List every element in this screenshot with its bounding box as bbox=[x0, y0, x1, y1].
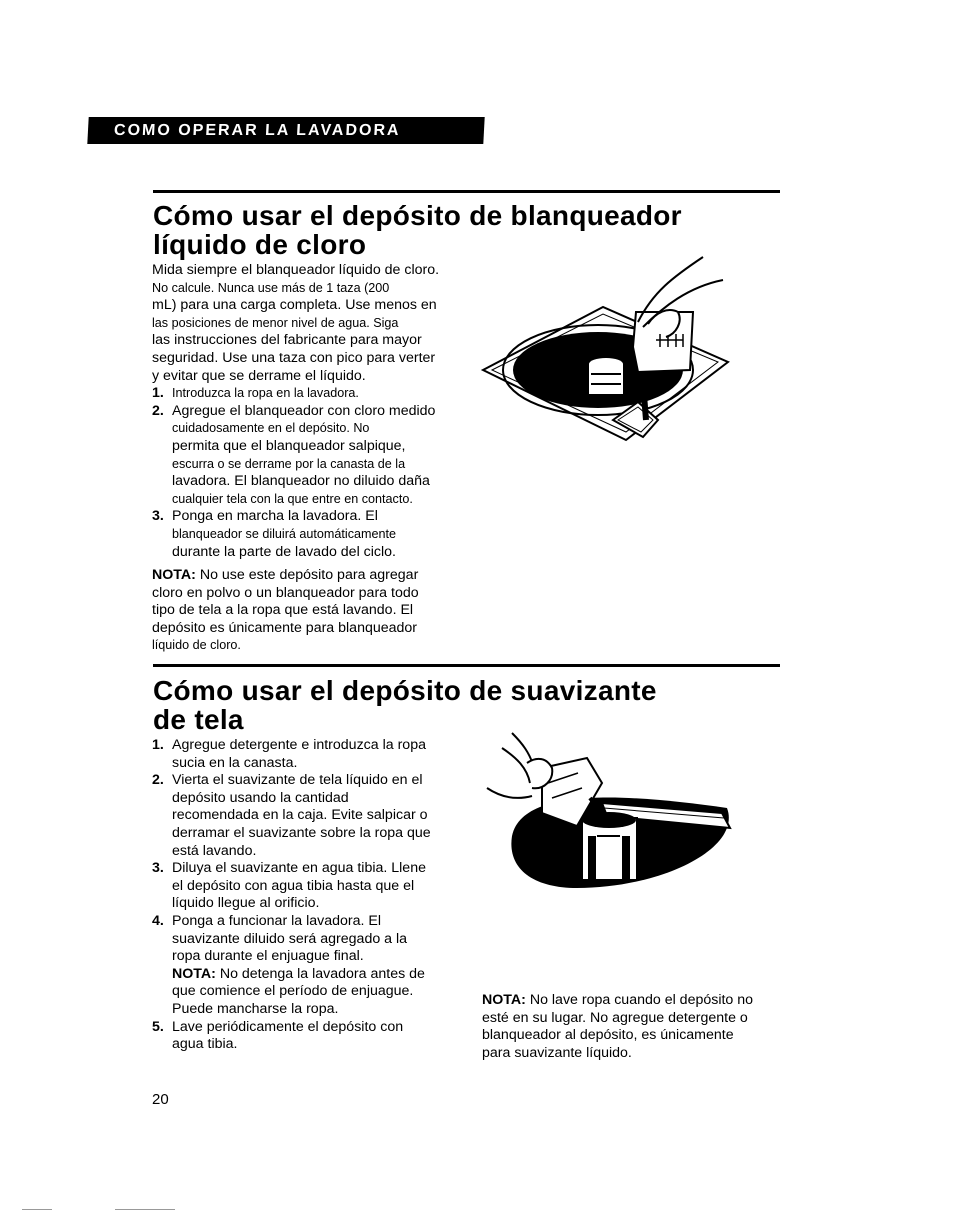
banner-label: COMO OPERAR LA LAVADORA bbox=[113, 122, 402, 139]
scan-artifact bbox=[22, 1209, 52, 1210]
softener-step-2: 2. Vierta el suavizante de tela líquido en el depósito usando la cantidad recomendada en la caja. Evite salpicar o derramar el suavizante sobre la ropa que está lavando. bbox=[152, 772, 431, 859]
page-number: 20 bbox=[152, 1091, 169, 1108]
section1-heading: Cómo usar el depósito de blanqueador líquido de cloro bbox=[153, 200, 682, 260]
softener-step-3: 3. Diluya el suavizante en agua tibia. Llene el depósito con agua tibia hasta que el líquido llegue al orificio. bbox=[152, 860, 426, 912]
bleach-note: NOTA: No use este depósito para agregar cloro en polvo o un blanqueador para todo tipo de tela a la ropa que está lavando. El depósito es únicamente para blanqueador líquido de cloro. bbox=[152, 567, 419, 653]
bleach-step-1: 1. Introduzca la ropa en la lavadora. bbox=[152, 385, 359, 402]
bleach-dispenser-illustration bbox=[478, 252, 738, 452]
softener-step-1: 1. Agregue detergente e introduzca la ropa sucia en la canasta. bbox=[152, 737, 426, 771]
softener-step-5: 5. Lave periódicamente el depósito con agua tibia. bbox=[152, 1018, 404, 1053]
section-banner bbox=[87, 117, 484, 144]
section2-rule bbox=[153, 664, 780, 667]
section1-rule bbox=[153, 190, 780, 193]
softener-side-note: NOTA: No lave ropa cuando el depósito no esté en su lugar. No agregue detergente o blanqueador al depósito, es únicamente para suavizante líquido. bbox=[482, 992, 754, 1061]
bleach-step-3: 3. Ponga en marcha la lavadora. El blanqueador se diluirá automáticamente durante la parte de lavado del ciclo. bbox=[152, 508, 397, 560]
softener-dispenser-illustration bbox=[482, 728, 742, 893]
bleach-step-2: 2. Agregue el blanqueador con cloro medido cuidadosamente en el depósito. No permita que el blanqueador salpique, escurra o se derrame por la canasta de la lavadora. El blanqueador no diluido daña cualquier tela con la que entre en contacto. bbox=[152, 402, 436, 506]
section2-body bbox=[152, 737, 462, 1054]
softener-step-4: 4. Ponga a funcionar la lavadora. El suavizante diluido será agregado a la ropa durante el enjuague final. NOTA: No detenga la lavadora antes de que comience el período de enjuague. Puede mancharse la ropa. bbox=[152, 912, 425, 1017]
scan-artifact bbox=[115, 1209, 175, 1210]
bleach-steps bbox=[152, 385, 472, 561]
bleach-intro: Mida siempre el blanqueador líquido de cloro. No calcule. Nunca use más de 1 taza (200 mL) para una carga completa. Use menos en las posiciones de menor nivel de agua. Siga las instrucciones del fabricante para mayor seguridad. Use una taza con pico para verter y evitar que se derrame el líquido. bbox=[152, 262, 440, 384]
softener-steps bbox=[152, 737, 462, 1054]
section1-body bbox=[152, 262, 472, 655]
section2-heading: Cómo usar el depósito de suavizante de tela bbox=[153, 675, 657, 735]
